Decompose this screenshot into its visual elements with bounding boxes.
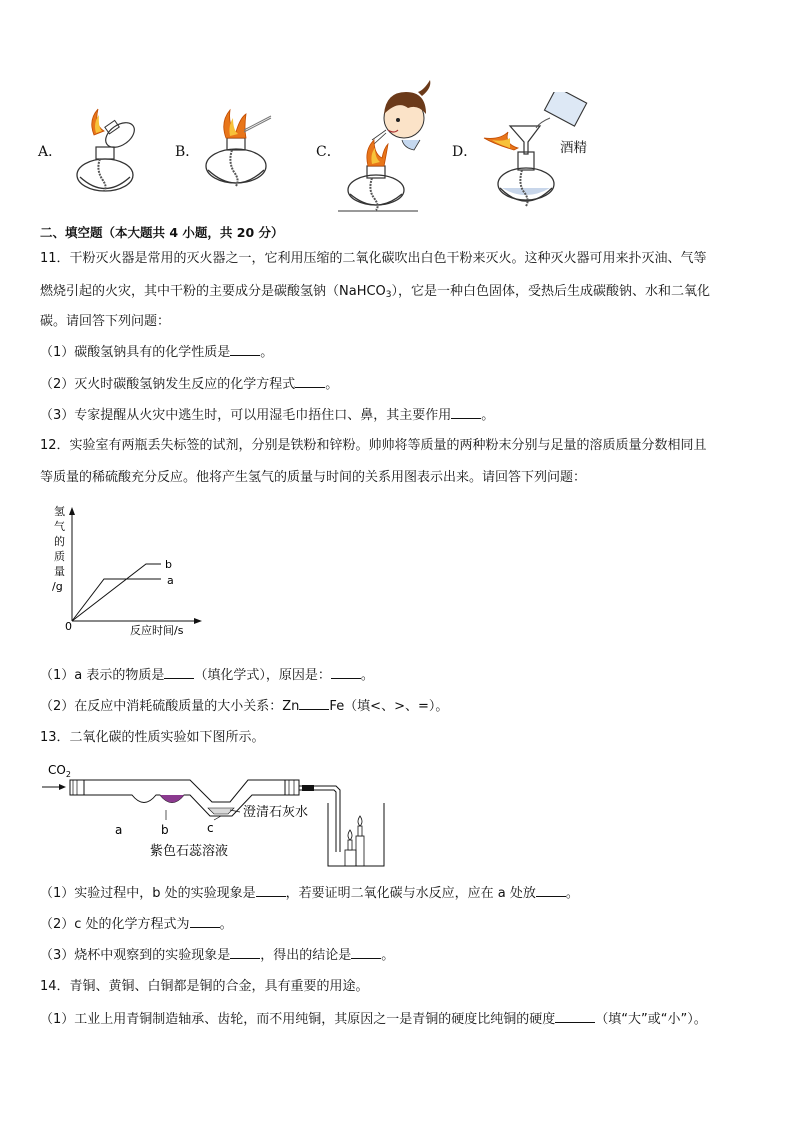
label-a: a — [115, 823, 123, 837]
answer-blank[interactable] — [256, 884, 286, 897]
option-d-alcohol-label: 酒精 — [560, 140, 587, 156]
limewater-label: 澄清石灰水 — [243, 805, 309, 820]
q14-part1: （1）工业上用青铜制造轴承、齿轮，而不用纯铜，其原因之一是青铜的硬度比纯铜的硬度 （填“大”或“小”）。 — [40, 1012, 707, 1027]
answer-blank[interactable] — [331, 666, 361, 679]
q11-line1: 11．干粉灭火器是常用的灭火器之一，它利用压缩的二氧化碳吹出白色干粉来灭火。这种灭火器可用来扑灭油、气等 — [40, 251, 707, 266]
series-b-line — [72, 564, 161, 621]
series-a-label: a — [167, 574, 174, 587]
answer-blank[interactable] — [164, 666, 194, 679]
series-b-label: b — [165, 558, 172, 571]
y-axis-label-char: 的 — [54, 535, 65, 548]
q12-line2: 等质量的稀硫酸充分反应。他将产生氢气的质量与时间的关系用图表示出来。请回答下列问题： — [40, 470, 587, 485]
answer-blank[interactable] — [451, 406, 481, 419]
y-axis-label-char: 气 — [54, 520, 65, 533]
q13-part2: （2）c 处的化学方程式为 。 — [40, 917, 233, 932]
y-axis-label-char: 质 — [54, 550, 65, 563]
answer-blank[interactable] — [536, 884, 566, 897]
y-axis-label-char: 氢 — [54, 505, 65, 518]
q13-line1: 13．二氧化碳的性质实验如下图所示。 — [40, 730, 265, 745]
q14-line1: 14．青铜、黄铜、白铜都是铜的合金，具有重要的用途。 — [40, 979, 369, 994]
q12-part2: （2）在反应中消耗硫酸质量的大小关系：Zn Fe（填<、>、=）。 — [40, 699, 449, 714]
option-a-label: A． — [38, 144, 63, 160]
q13-part1: （1）实验过程中，b 处的实验现象是 ，若要证明二氧化碳与水反应，应在 a 处放 。 — [40, 886, 579, 901]
answer-blank[interactable] — [295, 375, 325, 388]
option-c-figure — [338, 78, 438, 213]
q11-line2: 燃烧引起的火灾，其中干粉的主要成分是碳酸氢钠（NaHCO$_3$），它是一种白色固体，受热后生成碳酸钠、水和二氧化 — [40, 284, 711, 300]
option-b-figure — [196, 108, 286, 193]
x-axis-label: 反应时间/s — [130, 624, 184, 637]
q13-part3: （3）烧杯中观察到的实验现象是 ，得出的结论是 。 — [40, 948, 395, 963]
series-a-line — [72, 579, 161, 621]
option-d-label: D． — [452, 144, 478, 160]
answer-blank[interactable] — [230, 343, 260, 356]
glass-tube — [84, 780, 285, 802]
answer-blank[interactable] — [299, 697, 329, 710]
upper-candle — [358, 826, 362, 836]
litmus-drop — [160, 795, 184, 803]
option-c-label: C． — [316, 144, 341, 160]
option-a-figure — [60, 105, 150, 195]
answer-blank[interactable] — [555, 1010, 595, 1023]
y-axis-label-char: /g — [52, 580, 63, 593]
option-b-label: B． — [175, 144, 200, 160]
litmus-label: 紫色石蕊溶液 — [150, 844, 229, 859]
co2-label: $CO_2$ — [48, 763, 71, 779]
q13-apparatus-figure — [40, 758, 390, 870]
y-axis-arrow — [69, 507, 75, 515]
label-b: b — [161, 823, 169, 837]
q12-chart — [48, 503, 208, 638]
q12-line1: 12．实验室有两瓶丢失标签的试剂，分别是铁粉和锌粉。帅帅将等质量的两种粉末分别与足量的溶质质量分数相同且 — [40, 438, 707, 453]
answer-blank[interactable] — [190, 915, 220, 928]
lower-candle — [348, 840, 352, 850]
y-axis-label-char: 量 — [54, 565, 65, 578]
origin-label: 0 — [65, 620, 72, 633]
q11-line3: 碳。请回答下列问题： — [40, 314, 171, 329]
q11-part1: （1）碳酸氢钠具有的化学性质是 。 — [40, 345, 274, 360]
q12-part1: （1）a 表示的物质是 （填化学式），原因是： 。 — [40, 668, 374, 683]
q11-part2: （2）灭火时碳酸氢钠发生反应的化学方程式 。 — [40, 377, 339, 392]
option-d-figure — [478, 92, 618, 212]
section-title: 二、填空题（本大题共 4 小题，共 20 分） — [40, 225, 284, 240]
label-c: c — [207, 821, 214, 835]
y-axis-label — [52, 504, 65, 593]
answer-blank[interactable] — [351, 946, 381, 959]
right-stopper — [285, 780, 299, 795]
q11-part3: （3）专家提醒从火灾中逃生时，可以用湿毛巾捂住口、鼻，其主要作用 。 — [40, 408, 495, 423]
answer-blank[interactable] — [230, 946, 260, 959]
x-axis-arrow — [194, 618, 202, 624]
